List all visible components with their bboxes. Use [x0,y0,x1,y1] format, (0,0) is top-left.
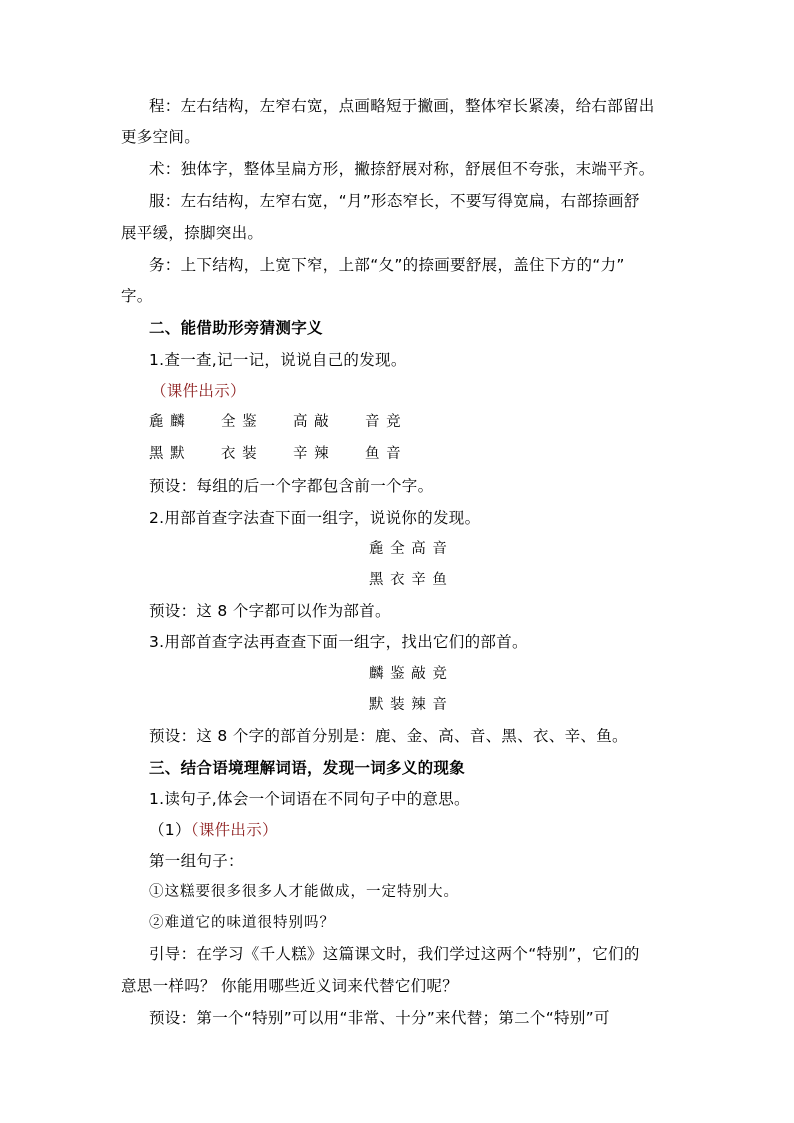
section2-item2: 2.用部首查字法查下面一组字，说说你的发现。 [149,509,481,527]
preset-2: 预设：这 8 个字都可以作为部首。 [149,602,391,620]
sub-item-1 [149,820,278,840]
preset-last: 预设：第一个“特别”可以用“非常、十分”来代替；第二个“特别”可 [149,1009,610,1027]
paragraph-cheng-line2: 更多空间。 [121,128,201,146]
sentence-1: ①这糕要很多很多人才能做成，一定特别大。 [149,884,459,900]
group-label: 第一组句子： [149,852,244,870]
char-pair: 黑 默 [149,446,186,462]
section3-item1: 1.读句子,体会一个词语在不同句子中的意思。 [149,790,470,808]
char-group-3: 麟 鉴 敲 竞 [369,666,448,682]
char-pair: 全 鉴 [221,414,258,430]
char-pair: 高 敲 [293,414,330,430]
section2-item3: 3.用部首查字法再查查下面一组字，找出它们的部首。 [149,633,528,651]
char-pairs-row1 [149,412,402,432]
char-pair: 鱼 音 [365,446,402,462]
paragraph-fu-line2: 展平缓，捺脚突出。 [121,224,264,242]
char-group-4: 默 装 辣 音 [369,697,448,713]
paragraph-wu-line2: 字。 [121,287,153,305]
paragraph-fu-line1: 服：左右结构，左窄右宽，“月”形态窄长，不要写得宽扁，右部捺画舒 [149,192,640,210]
courseware-label: （课件出示） [190,821,278,839]
radical-group-1: 麁 全 高 音 [369,541,448,557]
char-pair: 麁 麟 [149,414,186,430]
section2-heading: 二、能借助形旁猜测字义 [149,319,323,337]
section2-item1: 1.查一查,记一记，说说自己的发现。 [149,351,407,369]
char-pair: 辛 辣 [293,446,330,462]
guide-line2: 意思一样吗？ 你能用哪些近义词来代替它们呢？ [121,977,459,995]
radical-group-2: 黑 衣 辛 鱼 [369,572,448,588]
paragraph-cheng-line1: 程：左右结构，左窄右宽，点画略短于撇画，整体窄长紧凑，给右部留出 [149,97,655,115]
char-pairs-row2 [149,444,402,464]
paragraph-wu-line1: 务：上下结构，上宽下窄，上部“夂”的捺画要舒展，盖住下方的“力” [149,256,625,274]
preset-1: 预设：每组的后一个字都包含前一个字。 [149,477,434,495]
guide-line1: 引导：在学习《千人糕》这篇课文时，我们学过这两个“特别”，它们的 [149,945,640,963]
courseware-label: （课件出示） [151,382,246,400]
preset-3: 预设：这 8 个字的部首分别是：鹿、金、高、音、黑、衣、辛、鱼。 [149,727,628,745]
paragraph-shu: 术：独体字，整体呈扁方形，撇捺舒展对称，舒展但不夸张，末端平齐。 [149,160,655,178]
char-pair: 衣 装 [221,446,258,462]
sentence-2: ②难道它的味道很特别吗？ [149,915,335,931]
section3-heading: 三、结合语境理解词语，发现一词多义的现象 [149,759,466,777]
sub-item-number: （1） [149,821,191,839]
char-pair: 音 竞 [365,414,402,430]
